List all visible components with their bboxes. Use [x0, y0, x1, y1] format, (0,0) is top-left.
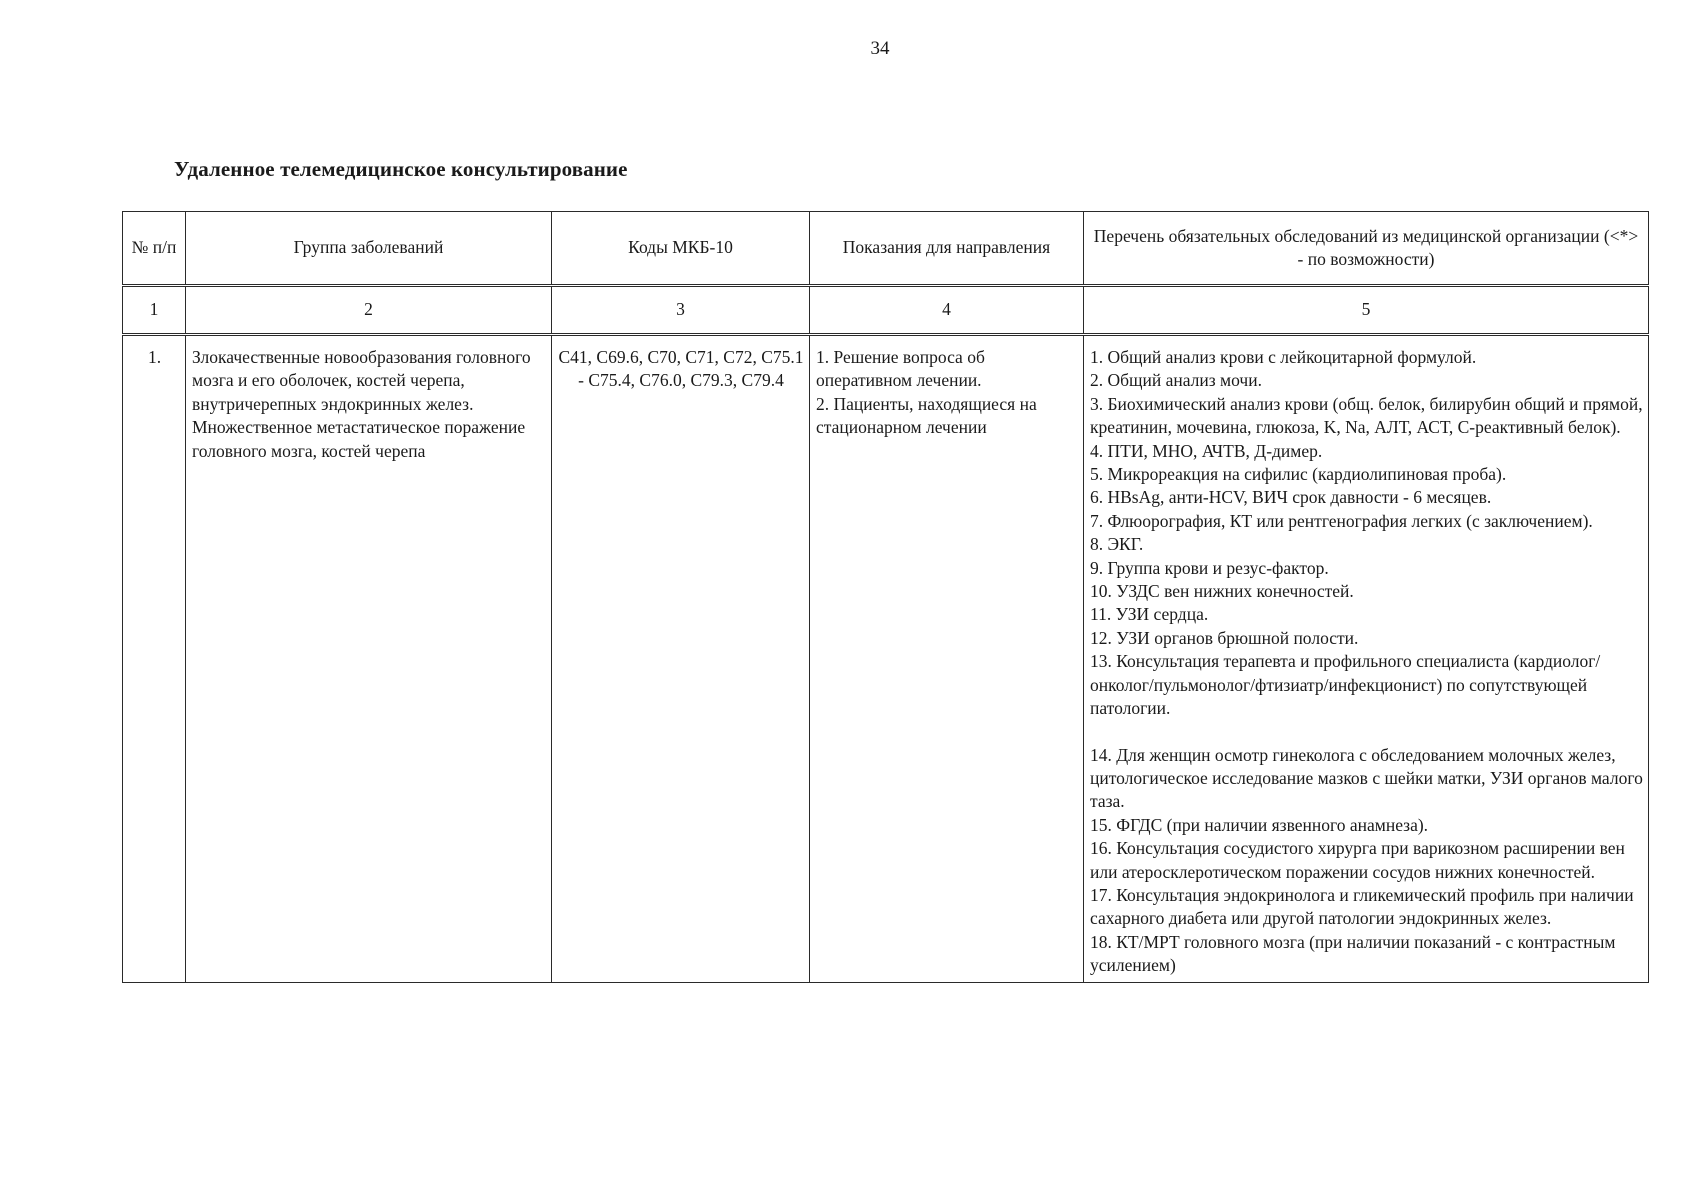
header-num: № п/п: [123, 212, 186, 286]
column-number-row: [123, 286, 1649, 335]
exam-item: 6. HBsAg, анти-HCV, ВИЧ срок давности - 6 месяцев.: [1090, 487, 1492, 508]
consultation-table: [122, 211, 1649, 983]
exam-item: 17. Консультация эндокринолога и гликемический профиль при наличии сахарного диабета или другой патологии эндокринных желез.: [1090, 884, 1634, 929]
exam-item: 3. Биохимический анализ крови (общ. белок, билирубин общий и прямой, креатинин, мочевина, глюкоза, K, Na, АЛТ, АСТ, С-реактивный белок).: [1090, 393, 1643, 438]
exams-cell: [1084, 335, 1649, 983]
document-title: Удаленное телемедицинское консультирование: [174, 157, 628, 181]
column-number: 4: [810, 286, 1084, 335]
exam-item: 18. КТ/МРТ головного мозга (при наличии показаний - с контрастным усилением): [1090, 931, 1616, 976]
table-row: [123, 335, 1649, 983]
page-number: 34: [870, 38, 890, 59]
column-number: 1: [123, 286, 186, 335]
column-number: 2: [186, 286, 552, 335]
row-number: 1.: [123, 335, 186, 983]
exam-item: 9. Группа крови и резус-фактор.: [1090, 557, 1329, 578]
exam-item: 10. УЗДС вен нижних конечностей.: [1090, 581, 1354, 602]
exam-item: 4. ПТИ, МНО, АЧТВ, Д-димер.: [1090, 440, 1323, 461]
exam-item: 8. ЭКГ.: [1090, 534, 1144, 555]
exam-item: 11. УЗИ сердца.: [1090, 604, 1209, 625]
table-header-row: [123, 212, 1649, 286]
exam-item: 15. ФГДС (при наличии язвенного анамнеза).: [1090, 814, 1429, 835]
exam-item: 13. Консультация терапевта и профильного специалиста (кардиолог/онколог/пульмонолог/фтизиатр/инфекционист) по сопутствующей патологии.: [1090, 651, 1601, 719]
icd-codes: C41, C69.6, C70, C71, C72, C75.1 - C75.4, C76.0, C79.3, C79.4: [552, 335, 810, 983]
header-group: Группа заболеваний: [186, 212, 552, 286]
exam-item: 16. Консультация сосудистого хирурга при варикозном расширении вен или атеросклеротическом поражении сосудов нижних конечностей.: [1090, 838, 1625, 882]
indications-cell: [810, 335, 1084, 983]
column-number: 3: [552, 286, 810, 335]
indication-item: 2. Пациенты, находящиеся на стационарном лечении: [816, 393, 1037, 438]
disease-group: Злокачественные новообразования головного мозга и его оболочек, костей черепа, внутричерепных эндокринных желез. Множественное метастатическое поражение головного мозга, костей черепа: [186, 335, 552, 983]
column-number: 5: [1084, 286, 1649, 335]
exam-item: 14. Для женщин осмотр гинеколога с обследованием молочных желез, цитологическое исследование мазков с шейки матки, УЗИ органов малого таза.: [1090, 744, 1643, 812]
exam-item: 7. Флюорография, КТ или рентгенография легких (с заключением).: [1090, 510, 1593, 531]
exam-item: 2. Общий анализ мочи.: [1090, 370, 1262, 391]
paragraph-gap: [1090, 721, 1643, 744]
indication-item: 1. Решение вопроса об оперативном лечении.: [816, 347, 985, 391]
exam-item: 12. УЗИ органов брюшной полости.: [1090, 627, 1359, 648]
exam-item: 5. Микрореакция на сифилис (кардиолипиновая проба).: [1090, 464, 1507, 485]
header-exams: Перечень обязательных обследований из медицинской организации (<*> - по возможности): [1084, 212, 1649, 286]
exam-item: 1. Общий анализ крови с лейкоцитарной формулой.: [1090, 347, 1477, 367]
header-codes: Коды МКБ-10: [552, 212, 810, 286]
header-indications: Показания для направления: [810, 212, 1084, 286]
